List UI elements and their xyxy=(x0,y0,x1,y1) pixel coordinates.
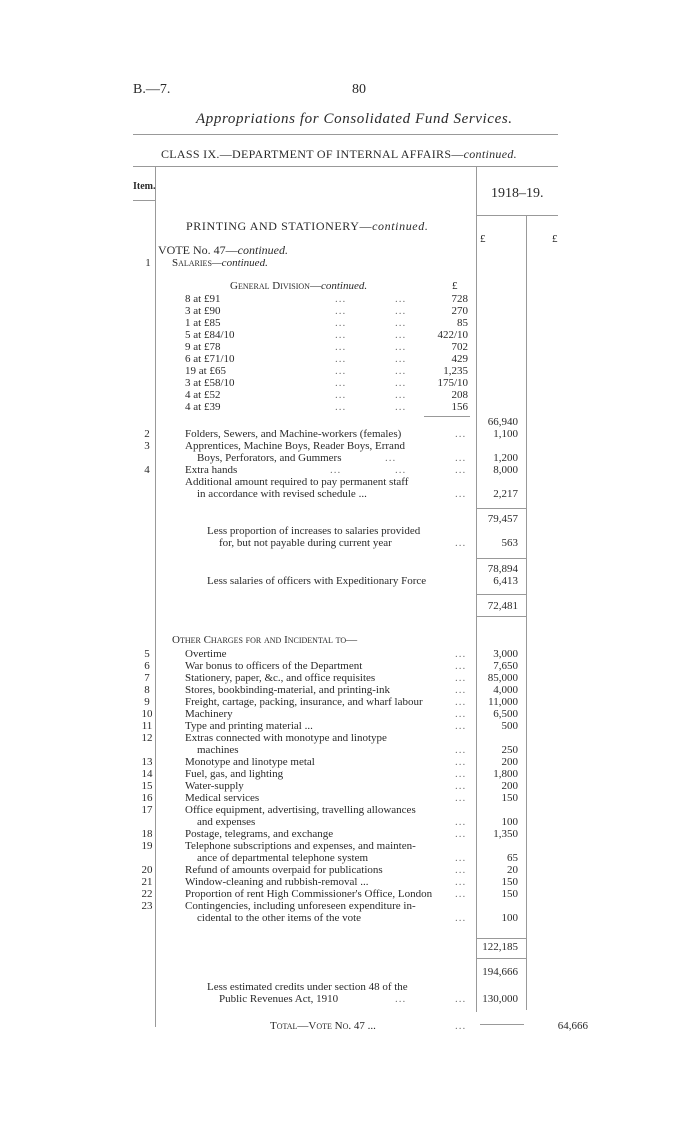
item-number: 23 xyxy=(141,900,153,912)
charge-text: Contingencies, including unforeseen expenditure in- xyxy=(185,900,416,912)
leader-dots: ... xyxy=(455,792,467,804)
vote-heading: VOTE No. 47—continued. xyxy=(158,243,288,257)
gd-row-amount: 429 xyxy=(451,353,468,365)
subtotal-rule xyxy=(477,558,526,559)
gd-row-amount: 156 xyxy=(451,401,468,413)
pound-head-1: £ xyxy=(480,233,486,245)
charge-amount: 100 xyxy=(501,816,518,828)
charge-text: cidental to the other items of the vote xyxy=(197,912,362,924)
leader-dots: ... xyxy=(395,293,407,305)
leader-dots: ... xyxy=(455,912,467,924)
charge-amount: 11,000 xyxy=(488,696,518,708)
charge-amount: 150 xyxy=(501,876,518,888)
item-number: 4 xyxy=(144,464,150,476)
apprentices-amount: 1,200 xyxy=(493,452,518,464)
charge-text: War bonus to officers of the Department xyxy=(185,660,363,672)
leader-dots: ... xyxy=(455,756,467,768)
total-rule xyxy=(480,1024,524,1025)
charge-text: Postage, telegrams, and exchange xyxy=(185,828,334,840)
item-number: 11 xyxy=(141,720,153,732)
gd-total: 66,940 xyxy=(487,416,518,428)
subtotal-rule xyxy=(477,938,526,939)
gd-row-label: 1 at £85 xyxy=(185,317,221,329)
leader-dots: ... xyxy=(335,389,347,401)
less-increases-line1: Less proportion of increases to salaries provided xyxy=(207,525,421,537)
total-amount: 64,666 xyxy=(557,1020,588,1032)
leader-dots: ... xyxy=(455,1020,467,1032)
year-label: 1918–19. xyxy=(491,186,544,201)
leader-dots: ... xyxy=(455,864,467,876)
section-title: PRINTING AND STATIONERY—continued. xyxy=(186,219,429,233)
gd-row-label: 6 at £71/10 xyxy=(185,353,235,365)
less-increases-amount: 563 xyxy=(501,537,518,549)
leader-dots: ... xyxy=(455,816,467,828)
grand-subtotal: 194,666 xyxy=(482,966,518,978)
leader-dots: ... xyxy=(395,353,407,365)
apprentices-line1: Apprentices, Machine Boys, Reader Boys, Errand xyxy=(185,440,405,452)
salary-subtotal: 79,457 xyxy=(487,513,518,525)
gd-row-amount: 1,235 xyxy=(443,365,468,377)
gd-total-rule xyxy=(424,416,470,417)
additional-amount: 2,217 xyxy=(493,488,518,500)
leader-dots: ... xyxy=(455,720,467,732)
leader-dots: ... xyxy=(395,389,407,401)
item-number: 2 xyxy=(144,428,150,440)
total-label: Total—Vote No. 47 ... xyxy=(270,1020,376,1032)
charge-text: Overtime xyxy=(185,648,227,660)
less-expeditionary-text: Less salaries of officers with Expeditionary Force xyxy=(207,575,427,587)
leader-dots: ... xyxy=(395,401,407,413)
leader-dots: ... xyxy=(395,993,407,1005)
page-number: 80 xyxy=(352,82,366,97)
less-credits-line1: Less estimated credits under section 48 of the xyxy=(207,981,408,993)
charge-text: Freight, cartage, packing, insurance, and wharf labour xyxy=(185,696,423,708)
charge-amount: 4,000 xyxy=(493,684,518,696)
charge-text: Monotype and linotype metal xyxy=(185,756,315,768)
charge-text: Refund of amounts overpaid for publications xyxy=(185,864,383,876)
item-number: 21 xyxy=(141,876,153,888)
item-number: 18 xyxy=(141,828,153,840)
leader-dots: ... xyxy=(455,780,467,792)
subtotal-rule xyxy=(477,594,526,595)
leader-dots: ... xyxy=(395,365,407,377)
leader-dots: ... xyxy=(330,464,342,476)
leader-dots: ... xyxy=(455,488,467,500)
leader-dots: ... xyxy=(455,537,467,549)
subtotal-rule xyxy=(477,508,526,509)
pound-head-2: £ xyxy=(552,233,558,245)
charge-text: and expenses xyxy=(197,816,256,828)
charge-amount: 7,650 xyxy=(493,660,518,672)
leader-dots: ... xyxy=(335,377,347,389)
leader-dots: ... xyxy=(455,888,467,900)
item-number: 17 xyxy=(141,804,153,816)
leader-dots: ... xyxy=(455,648,467,660)
table-top-rule xyxy=(133,166,558,167)
gd-row-amount: 728 xyxy=(451,293,468,305)
item-number: 13 xyxy=(141,756,153,768)
gd-row-label: 3 at £58/10 xyxy=(185,377,235,389)
item-number: 14 xyxy=(141,768,153,780)
salaries-heading: Salaries—continued. xyxy=(172,257,268,269)
subtotal-rule xyxy=(477,958,526,959)
gd-row-label: 4 at £52 xyxy=(185,389,221,401)
leader-dots: ... xyxy=(335,365,347,377)
gd-row-amount: 422/10 xyxy=(437,329,468,341)
charge-amount: 250 xyxy=(501,744,518,756)
charge-text: Machinery xyxy=(185,708,233,720)
gd-row-label: 4 at £39 xyxy=(185,401,221,413)
leader-dots: ... xyxy=(455,876,467,888)
leader-dots: ... xyxy=(455,660,467,672)
extra-hands-text: Extra hands xyxy=(185,464,238,476)
gd-row-amount: 702 xyxy=(451,341,468,353)
charge-amount: 20 xyxy=(507,864,518,876)
leader-dots: ... xyxy=(335,293,347,305)
item-number: 5 xyxy=(144,648,150,660)
leader-dots: ... xyxy=(335,305,347,317)
after-increases: 78,894 xyxy=(487,563,518,575)
less-increases-line2: for, but not payable during current year xyxy=(219,537,392,549)
item-number: 7 xyxy=(144,672,150,684)
charge-text: machines xyxy=(197,744,239,756)
item-number: 19 xyxy=(141,840,153,852)
other-charges-heading: Other Charges for and Incidental to— xyxy=(172,634,358,646)
charge-text: Medical services xyxy=(185,792,260,804)
charge-text: Proportion of rent High Commissioner's Office, London xyxy=(185,888,433,900)
gd-row-amount: 175/10 xyxy=(437,377,468,389)
item-number: 12 xyxy=(141,732,153,744)
less-expeditionary-amount: 6,413 xyxy=(493,575,518,587)
less-credits-amount: 130,000 xyxy=(482,993,518,1005)
leader-dots: ... xyxy=(455,464,467,476)
gd-row-amount: 270 xyxy=(451,305,468,317)
item-number: 20 xyxy=(141,864,153,876)
gd-row-label: 9 at £78 xyxy=(185,341,221,353)
leader-dots: ... xyxy=(455,768,467,780)
charge-text: Window-cleaning and rubbish-removal ... xyxy=(185,876,369,888)
class-heading: CLASS IX.—DEPARTMENT OF INTERNAL AFFAIRS—continued. xyxy=(161,147,517,161)
leader-dots: ... xyxy=(455,852,467,864)
year-head-rule xyxy=(476,215,558,216)
gd-row-label: 5 at £84/10 xyxy=(185,329,235,341)
extra-hands-amount: 8,000 xyxy=(493,464,518,476)
general-division-heading: General Division—continued. xyxy=(230,280,368,292)
charge-amount: 65 xyxy=(507,852,518,864)
leader-dots: ... xyxy=(395,317,407,329)
leader-dots: ... xyxy=(385,452,397,464)
leader-dots: ... xyxy=(455,428,467,440)
gd-row-label: 3 at £90 xyxy=(185,305,221,317)
item-number: 22 xyxy=(141,888,153,900)
salary-net: 72,481 xyxy=(487,600,518,612)
leader-dots: ... xyxy=(455,672,467,684)
charge-amount: 85,000 xyxy=(487,672,518,684)
charge-amount: 150 xyxy=(501,792,518,804)
leader-dots: ... xyxy=(395,341,407,353)
charge-amount: 150 xyxy=(501,888,518,900)
page-title: Appropriations for Consolidated Fund Services. xyxy=(196,111,513,127)
item-number: 9 xyxy=(144,696,150,708)
item-number: 8 xyxy=(144,684,150,696)
other-charges-total: 122,185 xyxy=(482,941,518,953)
gd-pound-sign: £ xyxy=(452,280,458,292)
charge-text: Stores, bookbinding-material, and printing-ink xyxy=(185,684,390,696)
charge-text: Type and printing material ... xyxy=(185,720,313,732)
gd-row-amount: 208 xyxy=(451,389,468,401)
item-number: 6 xyxy=(144,660,150,672)
gd-row-label: 19 at £65 xyxy=(185,365,226,377)
charge-text: Stationery, paper, &c., and office requisites xyxy=(185,672,376,684)
apprentices-line2: Boys, Perforators, and Gummers xyxy=(197,452,342,464)
gd-row-label: 8 at £91 xyxy=(185,293,221,305)
folders-amount: 1,100 xyxy=(493,428,518,440)
item-number: 15 xyxy=(141,780,153,792)
charge-amount: 100 xyxy=(501,912,518,924)
leader-dots: ... xyxy=(335,329,347,341)
leader-dots: ... xyxy=(395,377,407,389)
additional-line1: Additional amount required to pay permanent staff xyxy=(185,476,409,488)
item-head-rule xyxy=(133,200,155,201)
charge-amount: 3,000 xyxy=(493,648,518,660)
charge-amount: 1,350 xyxy=(493,828,518,840)
leader-dots: ... xyxy=(455,993,467,1005)
subtotal-rule xyxy=(477,616,526,617)
charge-text: Fuel, gas, and lighting xyxy=(185,768,284,780)
charge-amount: 200 xyxy=(501,756,518,768)
leader-dots: ... xyxy=(455,828,467,840)
item-number: 3 xyxy=(144,440,150,452)
leader-dots: ... xyxy=(455,684,467,696)
additional-line2: in accordance with revised schedule ... xyxy=(197,488,367,500)
charge-text: Office equipment, advertising, travelling allowances xyxy=(185,804,416,816)
leader-dots: ... xyxy=(455,696,467,708)
leader-dots: ... xyxy=(335,317,347,329)
gd-row-amount: 85 xyxy=(457,317,468,329)
leader-dots: ... xyxy=(335,401,347,413)
charge-text: Telephone subscriptions and expenses, and mainten- xyxy=(185,840,416,852)
item-number: 1 xyxy=(145,257,151,269)
leader-dots: ... xyxy=(335,353,347,365)
charge-text: ance of departmental telephone system xyxy=(197,852,369,864)
charge-amount: 500 xyxy=(501,720,518,732)
folders-text: Folders, Sewers, and Machine-workers (females) xyxy=(185,428,402,440)
title-rule xyxy=(133,134,558,135)
leader-dots: ... xyxy=(395,305,407,317)
charge-text: Extras connected with monotype and linotype xyxy=(185,732,387,744)
charge-amount: 1,800 xyxy=(493,768,518,780)
leader-dots: ... xyxy=(335,341,347,353)
amount-column-rule-2 xyxy=(526,215,527,1010)
item-number: 10 xyxy=(141,708,153,720)
leader-dots: ... xyxy=(395,329,407,341)
charge-amount: 6,500 xyxy=(493,708,518,720)
leader-dots: ... xyxy=(395,464,407,476)
leader-dots: ... xyxy=(455,708,467,720)
leader-dots: ... xyxy=(455,452,467,464)
less-credits-line2: Public Revenues Act, 1910 xyxy=(219,993,339,1005)
page-ref: B.—7. xyxy=(133,82,171,97)
item-number: 16 xyxy=(141,792,153,804)
charge-amount: 200 xyxy=(501,780,518,792)
charge-text: Water-supply xyxy=(185,780,244,792)
leader-dots: ... xyxy=(455,744,467,756)
item-column-label: Item. xyxy=(133,181,156,192)
